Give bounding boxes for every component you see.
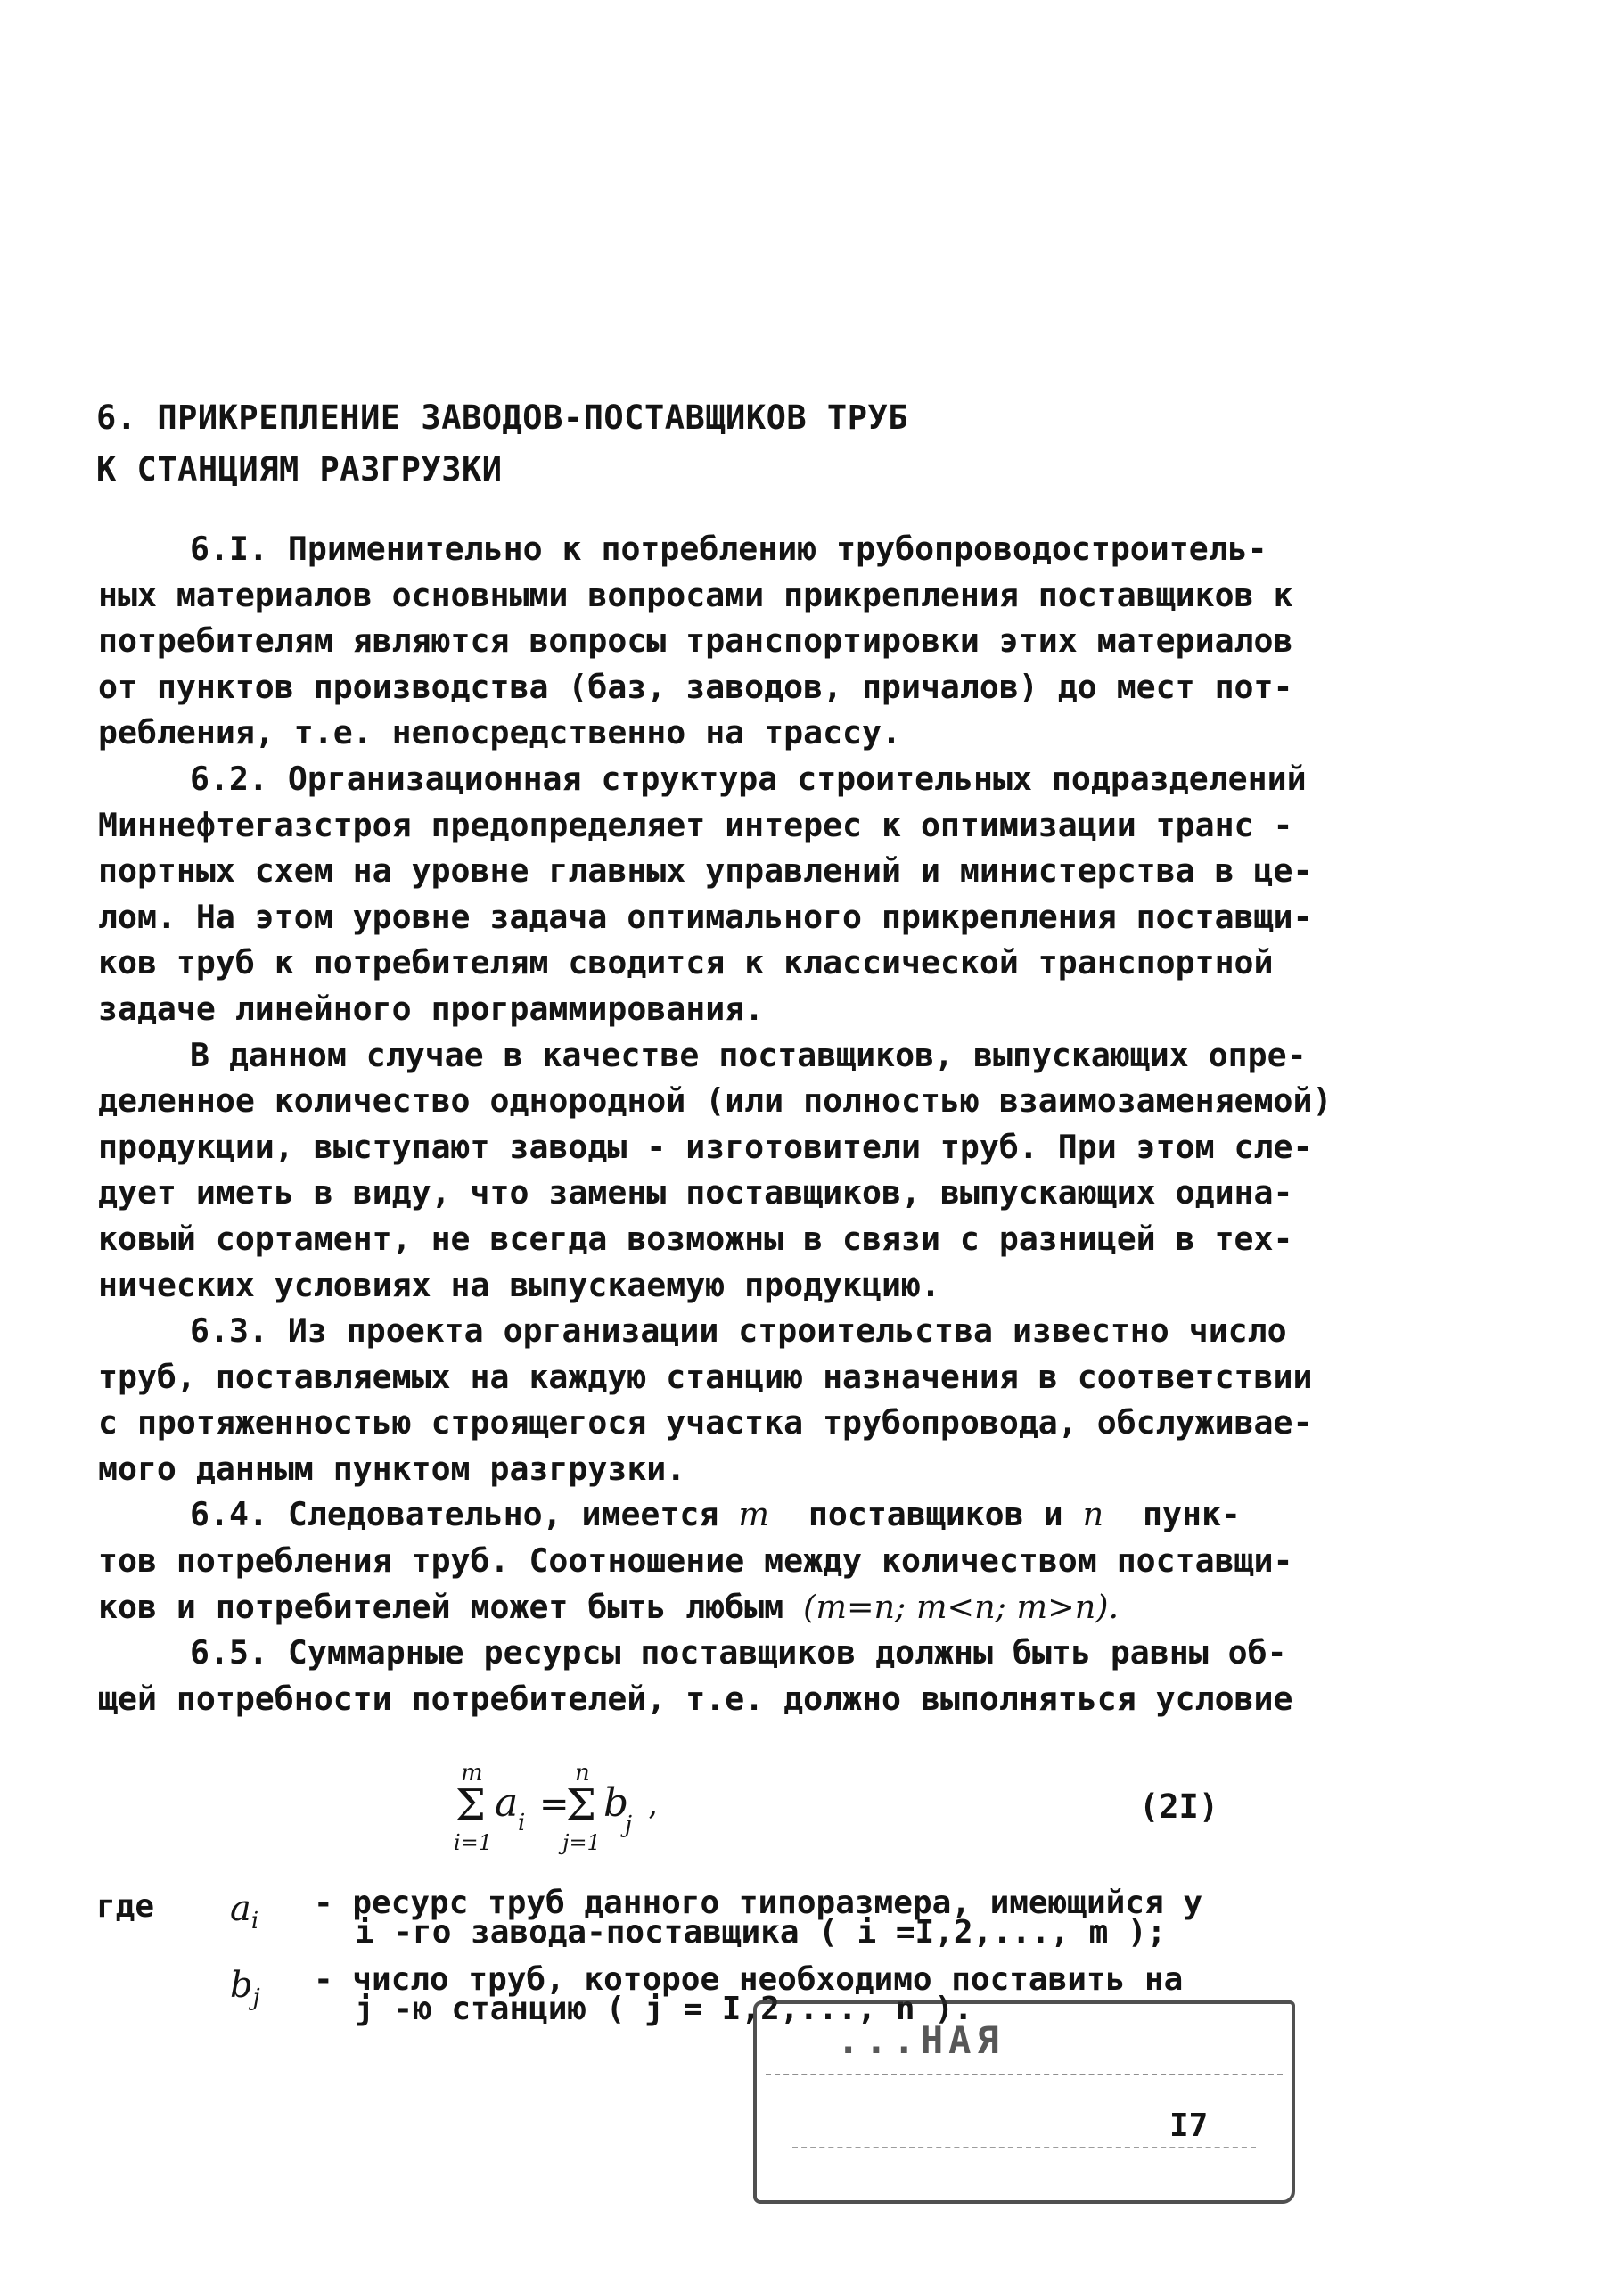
- symbol-b: $b_j$: [230, 1965, 260, 2011]
- text-line: ных материалов основными вопросами прикрепления поставщиков к: [98, 575, 1293, 614]
- text-line: лом. На этом уровне задача оптимального прикрепления поставщи-: [98, 897, 1313, 936]
- page-number: I7: [1169, 2107, 1209, 2144]
- where-row-a: [96, 1885, 1255, 1965]
- equals-sign: =: [539, 1784, 570, 1825]
- formula-comma: ,: [648, 1786, 659, 1822]
- text-line: 6.5. Суммарные ресурсы поставщиков должны быть равны об-: [190, 1633, 1287, 1672]
- definition-b: - число труб, которое необходимо поставить на j -ю станцию ( j = I,2,..., n ).: [314, 1961, 1184, 2027]
- term-a-sub: i: [518, 1810, 526, 1836]
- term-a: a: [495, 1780, 519, 1826]
- balance-formula: [450, 1761, 807, 1868]
- text-line: дует иметь в виду, что замены поставщиков, выпускающих одина-: [98, 1173, 1293, 1212]
- formula-number: (2I): [1139, 1787, 1219, 1826]
- text-line: 6.3. Из проекта организации строительства известно число: [190, 1311, 1287, 1351]
- text-line: 6.I. Применительно к потреблению трубопроводостроитель-: [190, 530, 1267, 568]
- term-b-sub: j: [625, 1811, 633, 1838]
- sum-upper-left: m: [461, 1760, 483, 1787]
- text-line: деленное количество однородной (или полностью взаимозаменяемой): [98, 1081, 1333, 1121]
- formula-svg: [450, 1761, 807, 1868]
- text-line: Миннефтегазстроя предопределяет интерес к оптимизации транс -: [98, 805, 1293, 844]
- text-line: ковый сортамент, не всегда возможны в связи с разницей в тех-: [98, 1219, 1293, 1258]
- text-line: ребления, т.е. непосредственно на трассу.: [98, 713, 901, 752]
- text-line: с протяженностью строящегося участка трубопровода, обслуживае-: [98, 1403, 1313, 1442]
- text-line: 6.2. Организационная структура строительных подразделений: [190, 759, 1307, 798]
- text-line: В данном случае в качестве поставщиков, выпускающих опре-: [190, 1035, 1307, 1074]
- stamp-line: [792, 2147, 1256, 2175]
- sum-upper-right: n: [575, 1760, 590, 1787]
- section-heading: [96, 392, 908, 496]
- text-line: продукции, выступают заводы - изготовители труб. При этом сле-: [98, 1127, 1313, 1166]
- symbol-n: n: [1082, 1495, 1104, 1534]
- symbol-a: $a_i$: [230, 1888, 259, 1935]
- text-line: нических условиях на выпускаемую продукцию.: [98, 1265, 940, 1304]
- body-text: [98, 526, 1333, 1721]
- text-line: портных схем на уровне главных управлений и министерства в це-: [98, 851, 1313, 891]
- symbol-m: m: [738, 1495, 769, 1534]
- text-line: щей потребности потребителей, т.е. должно выполняться условие: [98, 1679, 1293, 1718]
- term-b: b: [603, 1780, 629, 1826]
- text-line: тов потребления труб. Соотношение между количеством поставщи-: [98, 1541, 1293, 1581]
- stamp-text: ...НАЯ: [837, 2018, 1005, 2062]
- text-line: потребителям являются вопросы транспортировки этих материалов: [98, 621, 1293, 661]
- definition-a: - ресурс труб данного типоразмера, имеющийся у i -го завода-поставщика ( i =I,2,..., m );: [314, 1885, 1202, 1951]
- where-word: где: [96, 1888, 155, 1925]
- text-line: ков и потребителей может быть любым (m=n; m<n; m>n).: [98, 1587, 1120, 1626]
- text-line: 6.4. Следовательно, имеется m поставщиков и n пунк-: [190, 1495, 1241, 1534]
- text-line: от пунктов производства (баз, заводов, причалов) до мест пот-: [98, 667, 1293, 706]
- heading-line-2: К СТАНЦИЯМ РАЗГРУЗКИ: [96, 450, 503, 489]
- heading-line-1: 6. ПРИКРЕПЛЕНИЕ ЗАВОДОВ-ПОСТАВЩИКОВ ТРУБ: [96, 398, 909, 437]
- text-line: мого данным пунктом разгрузки.: [98, 1449, 686, 1488]
- text-line: задаче линейного программирования.: [98, 989, 765, 1028]
- sum-lower-right: j=1: [562, 1830, 601, 1855]
- sigma-left: Σ: [455, 1780, 486, 1830]
- text-line: труб, поставляемых на каждую станцию назначения в соответствии: [98, 1357, 1313, 1396]
- sum-lower-left: i=1: [454, 1830, 493, 1855]
- library-stamp: [753, 2000, 1295, 2204]
- condition-expression: (m=n; m<n; m>n).: [803, 1587, 1120, 1626]
- stamp-line: [766, 2074, 1283, 2102]
- sigma-right: Σ: [566, 1780, 596, 1830]
- text-line: ков труб к потребителям сводится к классической транспортной: [98, 943, 1274, 982]
